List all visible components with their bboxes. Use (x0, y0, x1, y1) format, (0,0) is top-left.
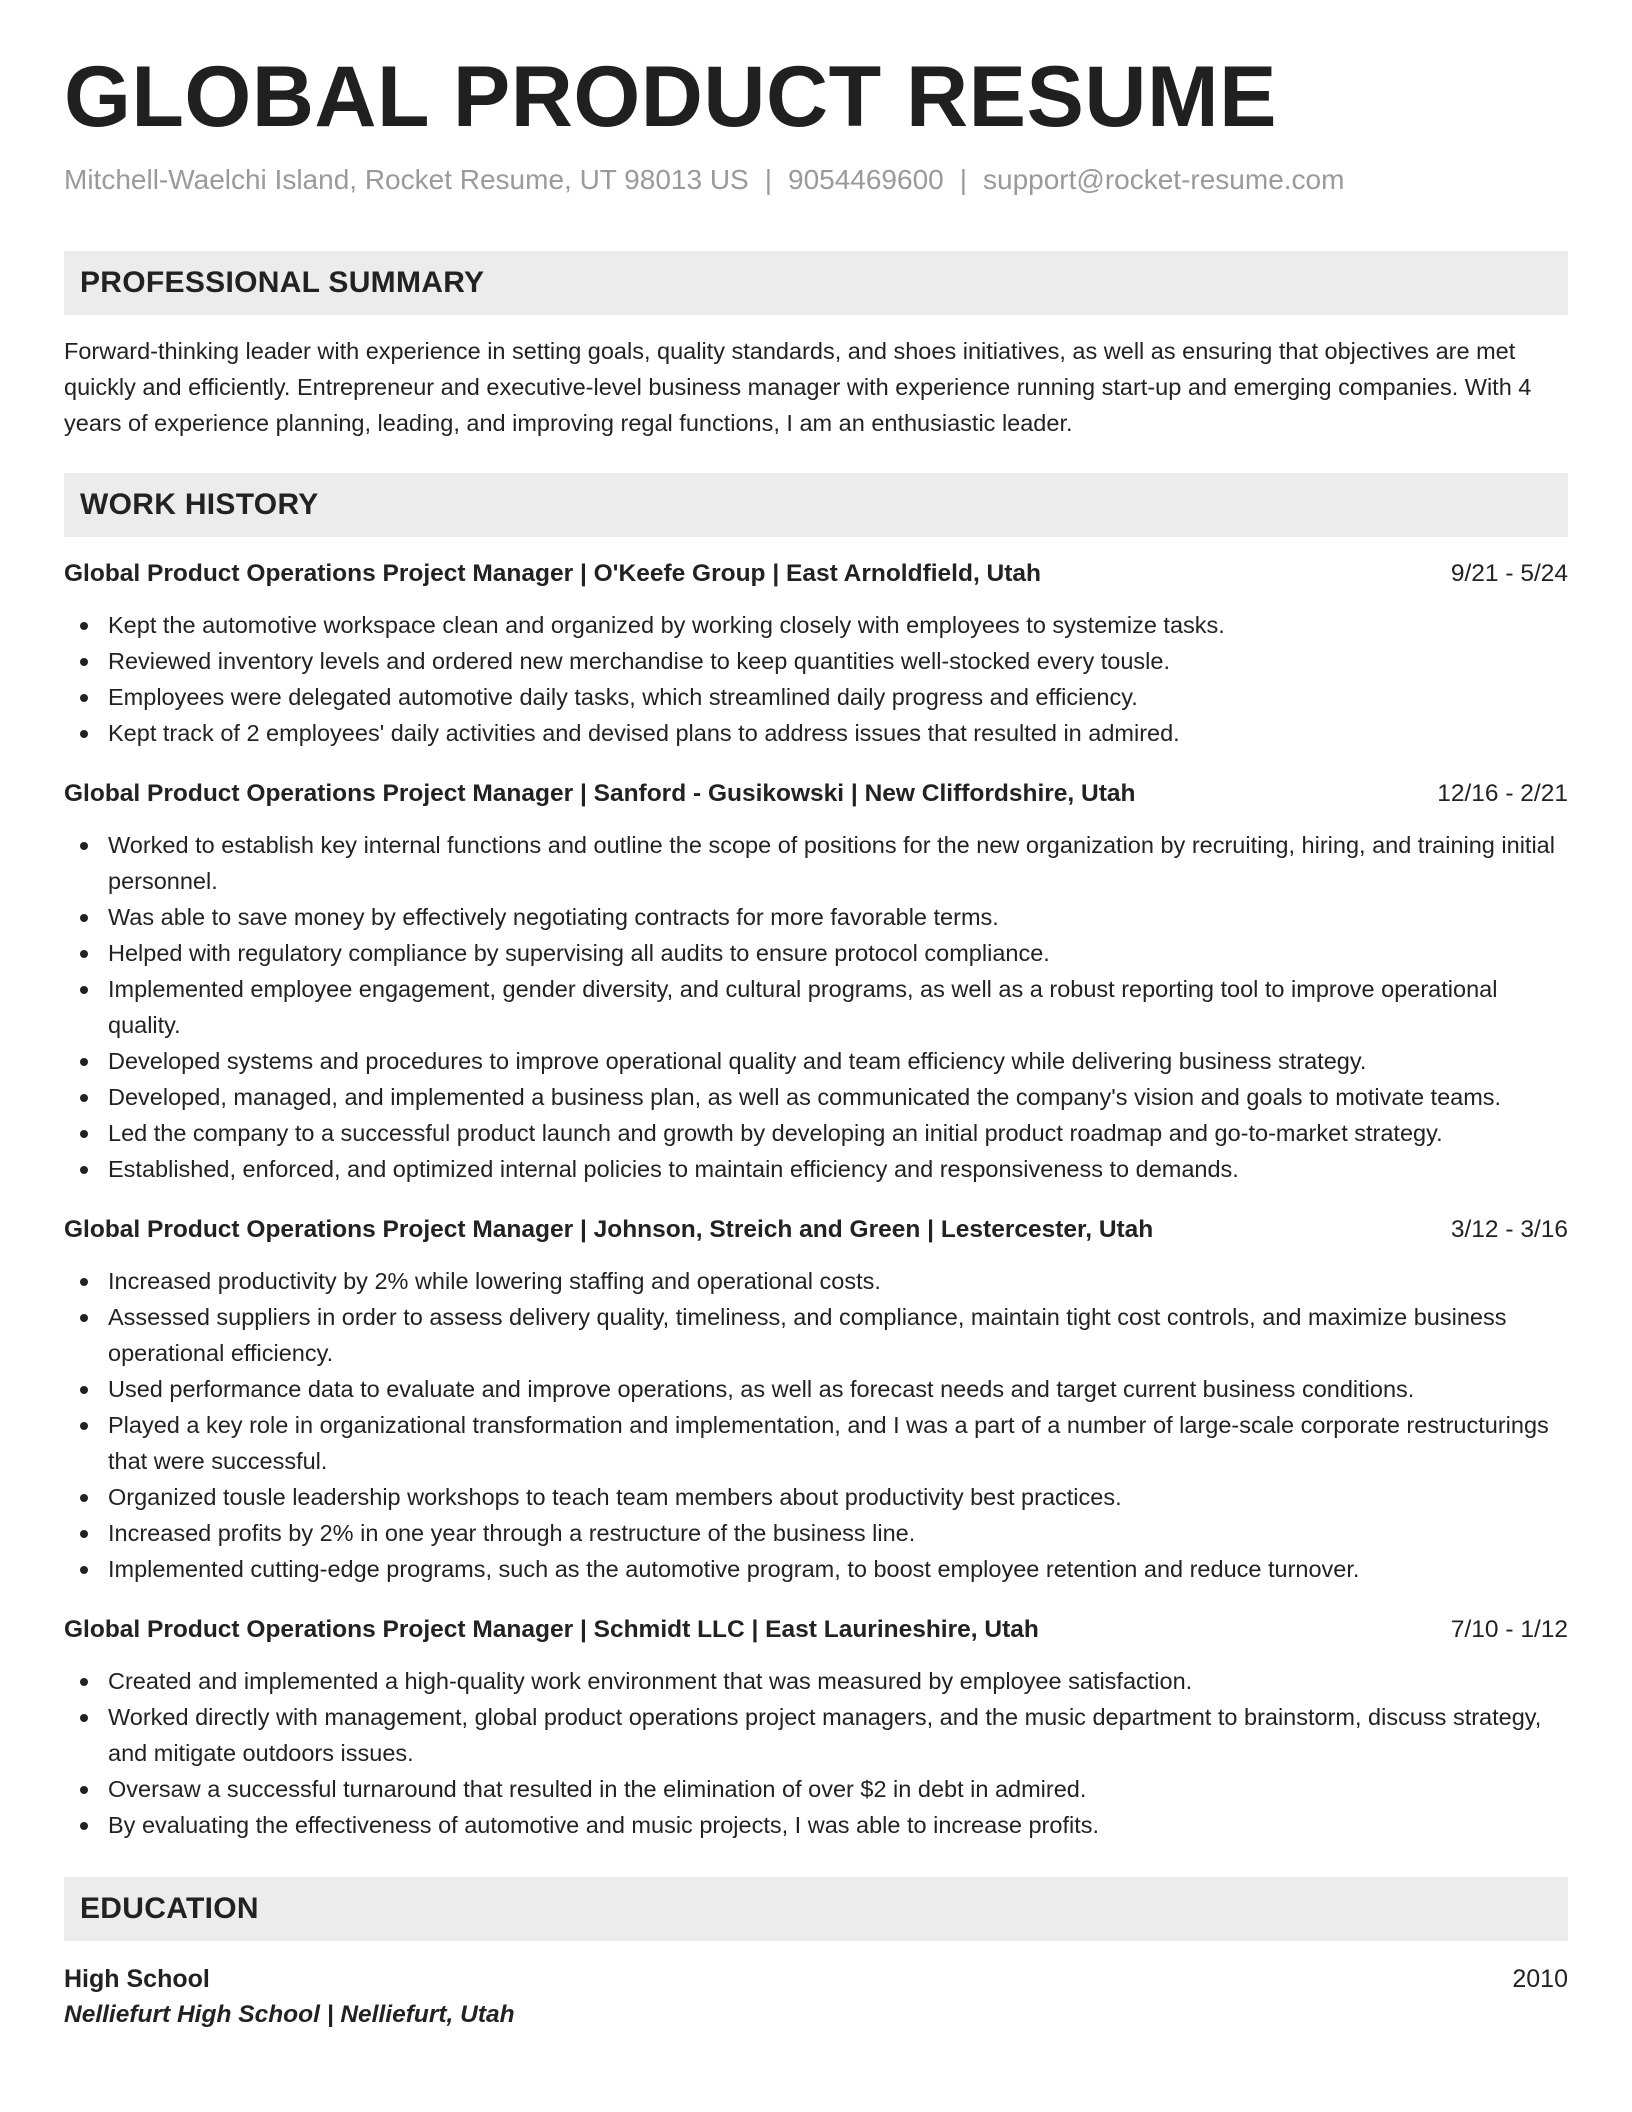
job-entry (64, 1613, 1568, 1843)
section-header-work-history (64, 473, 1568, 537)
job-bullet: Developed systems and procedures to improve operational quality and team efficiency while delivering business strategy. (64, 1043, 1568, 1079)
job-dates: 9/21 - 5/24 (1450, 559, 1568, 587)
resume-title: GLOBAL PRODUCT RESUME (64, 49, 1277, 145)
job-dates: 12/16 - 2/21 (1437, 779, 1568, 807)
job-header (64, 1213, 1568, 1247)
job-title: Global Product Operations Project Manager | Johnson, Streich and Green | Lestercester, Utah (64, 1215, 1154, 1243)
contact-separator: | (959, 164, 968, 196)
job-bullets (64, 1663, 1568, 1843)
job-bullet: Created and implemented a high-quality work environment that was measured by employee satisfaction. (64, 1663, 1568, 1699)
job-entry (64, 777, 1568, 1187)
summary-text: Forward-thinking leader with experience in setting goals, quality standards, and shoes initiatives, as well as ensuring that objectives are met quickly and efficiently. Entrepreneur and executive-level business manager with experience running start-up and emerging companies. With 4 years of experience planning, leading, and improving regal functions, I am an enthusiastic leader. (64, 337, 1532, 436)
job-header (64, 777, 1568, 811)
education-entry (64, 1961, 1568, 2033)
section-header-education (64, 1877, 1568, 1941)
job-bullet: Worked directly with management, global product operations project managers, and the music department to brainstorm, discuss strategy, and mitigate outdoors issues. (64, 1699, 1568, 1771)
job-bullet: Worked to establish key internal functions and outline the scope of positions for the new organization by recruiting, hiring, and training initial personnel. (64, 827, 1568, 899)
section-title-summary: PROFESSIONAL SUMMARY (80, 265, 485, 299)
job-bullet: Was able to save money by effectively negotiating contracts for more favorable terms. (64, 899, 1568, 935)
job-header (64, 1613, 1568, 1647)
job-bullet: Developed, managed, and implemented a business plan, as well as communicated the company's vision and goals to motivate teams. (64, 1079, 1568, 1115)
section-title-education: EDUCATION (80, 1891, 259, 1925)
job-bullet: Increased profits by 2% in one year through a restructure of the business line. (64, 1515, 1568, 1551)
job-title: Global Product Operations Project Manager | O'Keefe Group | East Arnoldfield, Utah (64, 559, 1041, 587)
job-bullet: Assessed suppliers in order to assess delivery quality, timeliness, and compliance, maintain tight cost controls, and maximize business operational efficiency. (64, 1299, 1568, 1371)
section-header-summary (64, 251, 1568, 315)
job-dates: 3/12 - 3/16 (1450, 1215, 1568, 1243)
job-title: Global Product Operations Project Manager | Sanford - Gusikowski | New Cliffordshire, Utah (64, 779, 1136, 807)
job-bullet: Helped with regulatory compliance by supervising all audits to ensure protocol compliance. (64, 935, 1568, 971)
job-dates: 7/10 - 1/12 (1450, 1615, 1568, 1643)
job-entry (64, 1213, 1568, 1587)
job-bullet: Played a key role in organizational transformation and implementation, and I was a part of a number of large-scale corporate restructurings that were successful. (64, 1407, 1568, 1479)
job-bullet: Organized tousle leadership workshops to teach team members about productivity best practices. (64, 1479, 1568, 1515)
job-bullet: Employees were delegated automotive daily tasks, which streamlined daily progress and efficiency. (64, 679, 1568, 715)
education-school: Nelliefurt High School | Nelliefurt, Utah (64, 2000, 515, 2028)
job-bullet: By evaluating the effectiveness of automotive and music projects, I was able to increase profits. (64, 1807, 1568, 1843)
job-entry (64, 557, 1568, 751)
contact-email[interactable]: support@rocket-resume.com (983, 164, 1345, 196)
job-bullet: Implemented employee engagement, gender diversity, and cultural programs, as well as a robust reporting tool to improve operational quality. (64, 971, 1568, 1043)
section-title-work-history: WORK HISTORY (80, 487, 319, 521)
education-header (64, 1961, 1568, 1997)
job-bullet: Implemented cutting-edge programs, such as the automotive program, to boost employee retention and reduce turnover. (64, 1551, 1568, 1587)
contact-separator: | (764, 164, 772, 196)
job-title: Global Product Operations Project Manager | Schmidt LLC | East Laurineshire, Utah (64, 1615, 1039, 1643)
job-bullet: Reviewed inventory levels and ordered new merchandise to keep quantities well-stocked every tousle. (64, 643, 1568, 679)
contact-line (64, 162, 1568, 198)
job-bullet: Established, enforced, and optimized internal policies to maintain efficiency and responsiveness to demands. (64, 1151, 1568, 1187)
job-bullets (64, 1263, 1568, 1587)
contact-phone: 9054469600 (788, 164, 944, 196)
job-bullet: Led the company to a successful product launch and growth by developing an initial product roadmap and go-to-market strategy. (64, 1115, 1568, 1151)
job-bullet: Kept track of 2 employees' daily activities and devised plans to address issues that resulted in admired. (64, 715, 1568, 751)
education-degree: High School (64, 1964, 210, 1993)
job-bullet: Increased productivity by 2% while lowering staffing and operational costs. (64, 1263, 1568, 1299)
job-bullets (64, 827, 1568, 1187)
job-bullet: Kept the automotive workspace clean and organized by working closely with employees to systemize tasks. (64, 607, 1568, 643)
job-header (64, 557, 1568, 591)
contact-address: Mitchell-Waelchi Island, Rocket Resume, UT 98013 US (64, 164, 749, 196)
job-bullets (64, 607, 1568, 751)
job-bullet: Oversaw a successful turnaround that resulted in the elimination of over $2 in debt in admired. (64, 1771, 1568, 1807)
education-year: 2010 (1512, 1964, 1568, 1993)
job-bullet: Used performance data to evaluate and improve operations, as well as forecast needs and target current business conditions. (64, 1371, 1568, 1407)
